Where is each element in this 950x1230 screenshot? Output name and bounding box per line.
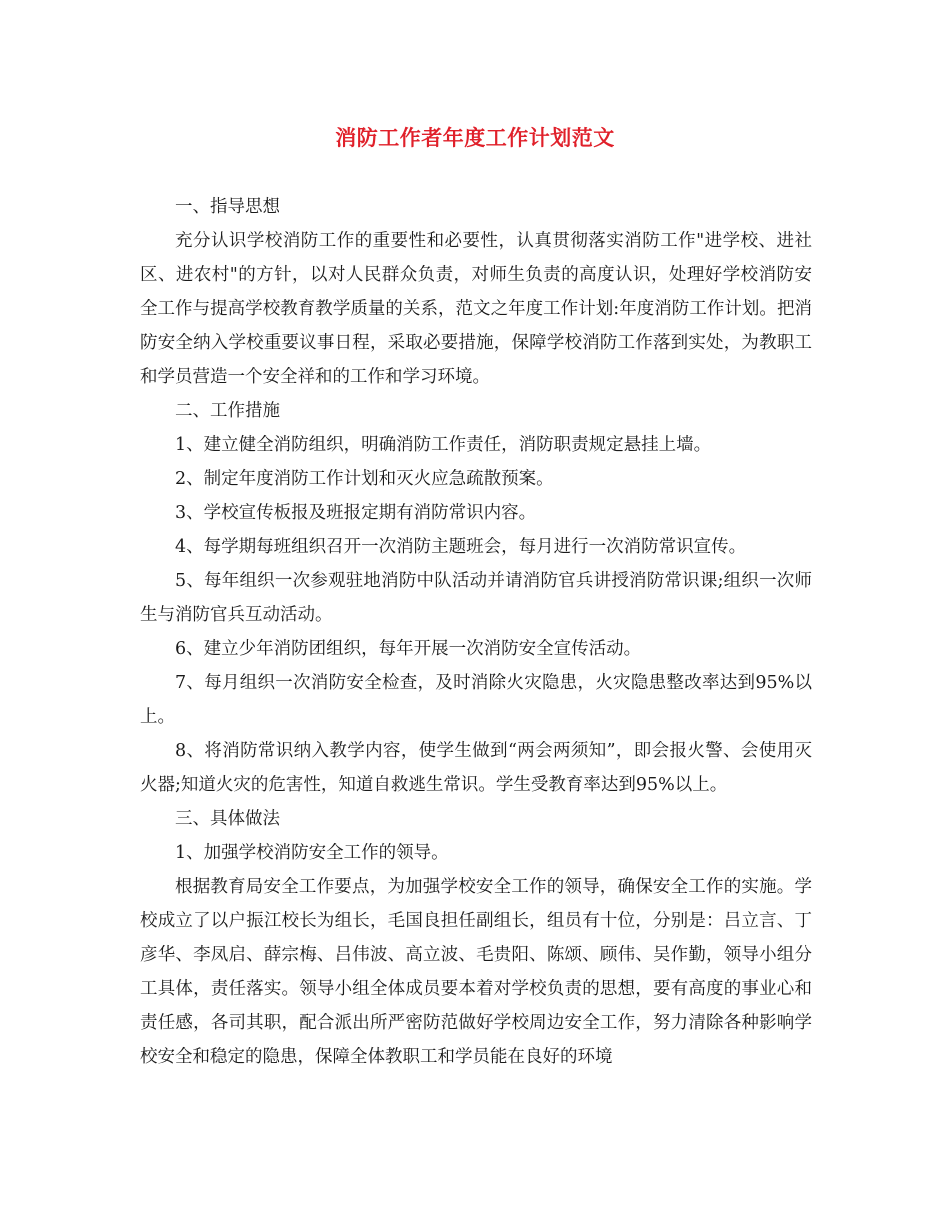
paragraph-guiding-ideology: 充分认识学校消防工作的重要性和必要性，认真贯彻落实消防工作"进学校、进社区、进农村"的方针，以对人民群众负责，对师生负责的高度认识，处理好学校消防安全工作与提高学校教育教学质量的关系，范文之年度工作计划:年度消防工作计划。把消防安全纳入学校重要议事日程，采取必要措施，保障学校消防工作落到实处，为教职工和学员营造一个安全祥和的工作和学习环境。 (140, 231, 812, 387)
document-title: 消防工作者年度工作计划范文 (335, 126, 615, 150)
measure-item-2: 2、制定年度消防工作计划和灭火应急疏散预案。 (175, 469, 554, 489)
section-heading-specific-practices: 三、具体做法 (175, 809, 280, 829)
measure-item-4: 4、每学期每班组织召开一次消防主题班会，每月进行一次消防常识宣传。 (175, 537, 747, 557)
measure-item-5: 5、每年组织一次参观驻地消防中队活动并请消防官兵讲授消防常识课;组织一次师生与消防官兵互动活动。 (140, 571, 812, 625)
measure-item-7: 7、每月组织一次消防安全检查，及时消除火灾隐患，火灾隐患整改率达到95%以上。 (140, 673, 812, 727)
measure-item-8: 8、将消防常识纳入教学内容，使学生做到“两会两须知”，即会报火警、会使用灭火器;知道火灾的危害性，知道自救逃生常识。学生受教育率达到95%以上。 (140, 741, 812, 795)
practice-item-1: 1、加强学校消防安全工作的领导。 (175, 843, 449, 863)
measure-item-3: 3、学校宣传板报及班报定期有消防常识内容。 (175, 503, 537, 523)
section-heading-work-measures: 二、工作措施 (175, 401, 280, 421)
measure-item-6: 6、建立少年消防团组织，每年开展一次消防安全宣传活动。 (175, 639, 642, 659)
document-body (140, 190, 812, 1074)
measure-item-1: 1、建立健全消防组织，明确消防工作责任，消防职责规定悬挂上墙。 (175, 435, 712, 455)
section-heading-guiding-ideology: 一、指导思想 (175, 197, 280, 217)
paragraph-leadership: 根据教育局安全工作要点，为加强学校安全工作的领导，确保安全工作的实施。学校成立了以户振江校长为组长，毛国良担任副组长，组员有十位，分别是：吕立言、丁彦华、李凤启、薛宗梅、吕伟波、高立波、毛贵阳、陈颂、顾伟、吴作勤，领导小组分工具体，责任落实。领导小组全体成员要本着对学校负责的思想，要有高度的事业心和责任感，各司其职，配合派出所严密防范做好学校周边安全工作，努力清除各种影响学校安全和稳定的隐患，保障全体教职工和学员能在良好的环境 (140, 877, 812, 1067)
